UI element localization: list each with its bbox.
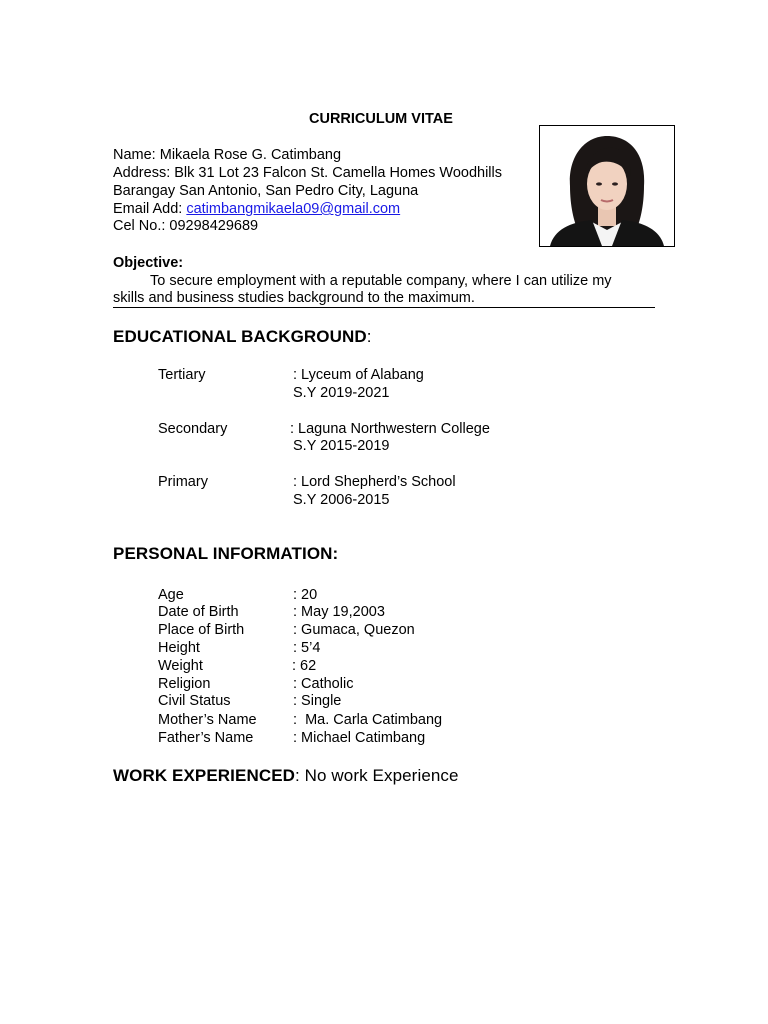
education-heading-text: EDUCATIONAL BACKGROUND [113,327,367,346]
education-heading [113,327,372,347]
education-level: Primary [158,474,208,490]
education-school: : Laguna Northwestern College [290,421,490,437]
education-sy: S.Y 2019-2021 [293,385,390,401]
profile-photo [539,125,675,247]
personal-label-dob: Date of Birth [158,604,239,620]
personal-label-age: Age [158,587,184,603]
email-link[interactable]: catimbangmikaela09@gmail.com [186,201,401,217]
personal-value-mothers-name: : Ma. Carla Catimbang [293,712,443,728]
phone-line: Cel No.: 09298429689 [113,218,259,234]
personal-label-civil-status: Civil Status [158,693,231,709]
work-experience-line [113,766,459,786]
education-level: Secondary [158,421,228,437]
email-line [113,200,400,218]
education-level: Tertiary [158,367,206,383]
objective-text-line-1: To secure employment with a reputable company, where I can utilize my [150,273,612,289]
personal-label-pob: Place of Birth [158,622,245,638]
document-title: CURRICULUM VITAE [309,111,453,127]
address-line-1: Address: Blk 31 Lot 23 Falcon St. Camella Homes Woodhills [113,165,502,181]
personal-value-religion: : Catholic [293,676,354,692]
objective-heading: Objective: [113,255,184,271]
personal-label-fathers-name: Father’s Name [158,730,254,746]
education-school: : Lyceum of Alabang [293,367,424,383]
personal-label-mothers-name: Mother’s Name [158,712,257,728]
objective-text-line-2: skills and business studies background to the maximum. [113,290,475,306]
section-divider [113,307,655,308]
email-label: Email Add: [113,201,187,217]
work-experience-heading: WORK EXPERIENCED [113,766,296,785]
profile-photo-image [540,126,674,246]
personal-value-height: : 5’4 [293,640,321,656]
education-sy: S.Y 2006-2015 [293,492,390,508]
personal-value-age: : 20 [293,587,318,603]
personal-info-heading: PERSONAL INFORMATION: [113,544,339,563]
personal-value-pob: : Gumaca, Quezon [293,622,415,638]
personal-value-weight: : 62 [292,658,317,674]
work-experience-value: : No work Experience [295,766,459,785]
name-line: Name: Mikaela Rose G. Catimbang [113,147,342,163]
personal-label-height: Height [158,640,200,656]
education-school: : Lord Shepherd’s School [293,474,456,490]
education-sy: S.Y 2015-2019 [293,438,390,454]
personal-label-weight: Weight [158,658,203,674]
personal-value-civil-status: : Single [293,693,342,709]
address-line-2: Barangay San Antonio, San Pedro City, Laguna [113,183,419,199]
personal-value-dob: : May 19,2003 [293,604,385,620]
personal-value-fathers-name: : Michael Catimbang [293,730,426,746]
personal-label-religion: Religion [158,676,211,692]
education-heading-colon: : [366,327,372,346]
